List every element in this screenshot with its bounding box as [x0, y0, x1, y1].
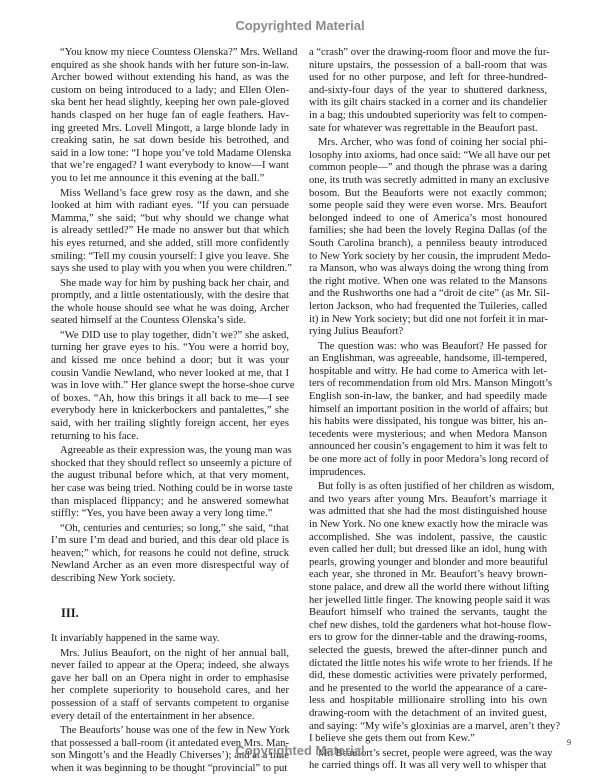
text-line: her case was being tried. Nothing could be in worse taste [51, 482, 293, 494]
paragraph [51, 187, 292, 276]
text-line: dictated the little notes his wife wrote to her friends. If he [309, 657, 553, 669]
text-line: Mamma,” she said; “but why should we change what [51, 212, 289, 224]
text-line: it) in New York society; but did one not forfeit it in mar- [309, 313, 548, 325]
text-line: imprudences. [309, 466, 366, 478]
text-line: sate for whatever was regrettable in the Beaufort past. [309, 122, 538, 134]
text-line: ska bent her head slightly, keeping her own pale-gloved [51, 97, 289, 109]
text-line: himself an important position in the world of affairs; but [309, 403, 549, 415]
text-line: even called her dull; but dressed like an idol, hung with [309, 544, 547, 556]
text-line: belonged indeed to one of America’s most honoured [309, 212, 547, 224]
text-line: when it was beginning to be thought “provincial” to put [51, 762, 288, 774]
text-line: selected the guests, brewed the after-dinner punch and [309, 645, 547, 657]
text-line: ers to grow for the dinner-table and the drawing-rooms, [309, 632, 547, 644]
text-line: one, its truth was secretly admitted in many an exclusive [309, 174, 550, 186]
text-line: Mrs. Archer, who was fond of coining her social phi- [318, 137, 547, 149]
paragraph [51, 648, 289, 724]
text-line: cousin Vandie Newland, who never looked at me, that I [51, 367, 289, 379]
text-line: said in a low tone: “I hope you’ve told Madame Olenska [51, 147, 292, 159]
text-line: is already settled?” He made no answer but that which [51, 225, 289, 237]
paragraph [51, 523, 289, 586]
text-line: never failed to appear at the Opera; indeed, she always [51, 660, 289, 672]
text-line: hospitable and witty. He had come to America with let- [309, 365, 547, 377]
text-line: with its gilt chairs stacked in a corner and its chandelier [309, 97, 547, 109]
text-line: I’m sure I’m dead and buried, and this dear old place is [51, 535, 289, 547]
text-line: and the Rushworths one had a “droit de cite” (as Mr. Sil- [309, 288, 550, 300]
paragraph [51, 47, 298, 186]
text-line: stiffly: “Yes, you have been away a very long time.” [51, 508, 273, 520]
text-line: Agreeable as their expression was, the young man was [60, 445, 292, 457]
text-line: be one more act of folly in poor Medora’s long record of [309, 454, 549, 466]
chapter-heading: III. [61, 605, 79, 620]
text-line: and kissed me once behind a door; but it was your [51, 355, 289, 367]
text-line: and saying: “My wife’s gloxinias are a marvel, aren’t they? [309, 720, 561, 732]
text-line: families; she had been the lovely Regina Dallas (of the [309, 225, 547, 237]
text-line: Mr. Beaufort’s secret, people were agreed, was the way [318, 747, 553, 759]
text-line: less and hospitable millionaire strolling into his own [309, 695, 547, 707]
text-line: The Beauforts’ house was one of the few in New York [60, 725, 290, 737]
text-line: you to let me announce it this evening at the ball.” [51, 173, 265, 185]
text-line: that possessed a ball-room (it antedated even Mrs. Man- [51, 737, 289, 749]
text-line: It invariably happened in the same way. [51, 633, 220, 645]
text-line: heaven;” which, for reasons he could not define, struck [51, 547, 289, 559]
text-line: son Mingott’s and the Headly Chiverses’); and at a time [51, 750, 289, 762]
text-line: that we’re engaged? I want everybody to know—I want [51, 160, 289, 172]
text-line: lerton Jackson, who had frequented the Tuileries, called [309, 300, 547, 312]
text-line: I believe she gets them out from Kew.” [309, 733, 475, 745]
text-line: “Oh, centuries and centuries; so long,” she said, “that [60, 522, 289, 534]
text-line: to New York society by her cousin, the imprudent Medo- [309, 250, 551, 262]
text-line: “You know my niece Countess Olenska?” Mrs. Welland [60, 47, 298, 58]
text-line: bosom. But the Beauforts were not exactly common; [309, 187, 547, 199]
text-line: says she used to play with you when you were children.” [51, 263, 292, 275]
text-line: drawing-room with the detachment of an invited guest, [309, 708, 547, 720]
paragraph [51, 633, 289, 646]
text-line: “We DID use to play together, didn’t we?” she asked, [60, 329, 289, 341]
text-line: every detail of the entertainment in her absence. [51, 710, 255, 722]
text-line: niture upstairs, the possession of a ball-room that was [309, 59, 547, 71]
text-line: he carried things off. It was all very well to whisper that [309, 760, 547, 772]
text-line: stone palace, and drew all the world there without lifting [309, 581, 550, 593]
text-line: announced her cousin’s engagement to him it was felt to [309, 441, 548, 453]
text-line: losophy into axioms, had once said: “We all have our pet [309, 149, 551, 161]
text-line: a “crash” over the drawing-room floor and move the fur- [309, 47, 550, 58]
text-line: returning to his face. [51, 430, 139, 442]
text-line: describing New York society. [51, 572, 176, 584]
text-line: and-sixty-four days of the year to shuttered darkness, [309, 84, 547, 96]
text-line: and he presented to the world the appearance of a care- [309, 682, 547, 694]
text-line: South Carolina branch), a penniless beauty introduced [309, 237, 547, 249]
text-line: ing greeted Mrs. Lovell Mingott, a large blonde lady in [51, 122, 289, 134]
text-line: chef new dishes, told the gardeners what hot-house flow- [309, 619, 552, 631]
paragraph [51, 278, 289, 328]
text-line: Miss Welland’s face grew rosy as the dawn, and she [60, 187, 289, 199]
text-line: rying Julius Beaufort? [309, 326, 404, 338]
text-line: said, with her trailing slightly foreign accent, her eyes [51, 418, 289, 430]
text-line: English son-in-law, the banker, and had speedily made [309, 391, 547, 403]
text-line: in a bag; this undoubted superiority was felt to compen- [309, 110, 547, 122]
text-line: than misplaced flippancy; and he answered somewhat [51, 495, 289, 507]
text-line: The question was: who was Beaufort? He passed for [318, 340, 547, 352]
text-line: Archer bowed without extending his hand, as was the [51, 72, 289, 84]
text-line: the right motive. When one was related to the Mansons [309, 275, 547, 287]
text-line: custom on being introduced to a lady; and Ellen Olen- [51, 84, 289, 96]
text-line: Beaufort himself who trained the servants, taught the [309, 607, 547, 619]
text-line: her complete superiority to household cares, and her [51, 685, 289, 697]
text-line: ra Manson, who was always doing the wrong thing from [309, 263, 549, 275]
text-line: creaking satin, he sat down beside his betrothed, and [51, 135, 289, 147]
text-line: Mrs. Julius Beaufort, on the night of her annual ball, [60, 647, 289, 659]
paragraph [309, 340, 553, 480]
copyright-watermark-bottom: Copyrighted Material [235, 743, 365, 758]
text-line: ters of recommendation from old Mrs. Manson Mingott’s [309, 378, 553, 390]
paragraph [309, 481, 561, 746]
text-line: the whole house should see what he was doing, Archer [51, 302, 289, 314]
text-line: promptly, and a little ostentatiously, with the desire that [51, 290, 289, 302]
text-line: smiling: “Tell my cousin yourself: I give you leave. She [51, 250, 289, 262]
text-line: his habits were dissipated, his tongue was bitter, his an- [309, 416, 547, 428]
paragraph [51, 329, 295, 443]
text-line: hands clasped on her huge fan of eagle feathers. Hav- [51, 110, 289, 122]
text-line: did, these domestic activities were privately performed, [309, 670, 547, 682]
text-line: an Englishman, was agreeable, handsome, ill-tempered, [309, 353, 547, 365]
text-line: But folly is as often justified of her children as wisdom, [318, 481, 555, 493]
text-line: She made way for him by pushing back her chair, and [60, 277, 289, 289]
text-line: and two years after young Mrs. Beaufort’s marriage it [309, 493, 547, 505]
text-line: shocked that they should reflect so unseemly a picture of [51, 457, 292, 469]
text-line: in New York. No one knew exactly how the miracle was [309, 518, 548, 530]
text-line: her jewelled little finger. The knowing people said it was [309, 594, 551, 606]
text-line: the august tribunal before which, at that very moment, [51, 470, 289, 482]
paragraph [51, 445, 293, 521]
text-line: was in love with.” Her glance swept the horse-shoe curve [51, 380, 295, 392]
text-line: turning her grave eyes to his. “You were a horrid boy, [51, 342, 289, 354]
text-line: some people said they were even worse. Mrs. Beaufort [309, 200, 547, 212]
left-column [51, 47, 298, 777]
text-line: of boxes. “Ah, how this brings it all back to me—I see [51, 392, 289, 404]
text-line: possession of a staff of servants competent to organise [51, 698, 289, 710]
page-number: 9 [567, 738, 571, 747]
text-line: Newland Archer as an even more disrespectful way of [51, 560, 289, 572]
text-line: was admitted that she had the most distinguished house [309, 506, 547, 518]
text-line: pearls, growing younger and blonder and more beautiful [309, 556, 548, 568]
text-line: used for no other purpose, and left for three-hundred- [309, 72, 547, 84]
text-line: seated himself at the Countess Olenska’s side. [51, 315, 247, 327]
right-column [309, 47, 561, 775]
left-paragraphs-before-heading [51, 47, 298, 586]
text-line: his eyes returned, and she added, still more confidently [51, 237, 289, 249]
text-line: tecedents were mysterious; and when Medora Manson [309, 428, 547, 440]
paragraph [309, 47, 550, 135]
text-line: everybody here in knickerbockers and pantalettes,” she [51, 405, 289, 417]
text-line: looked at him with radiant eyes. “If you can persuade [51, 200, 289, 212]
text-line: gave her ball on an Opera night in order to emphasise [51, 672, 289, 684]
text-line: each year, she throned in Mr. Beaufort’s heavy brown- [309, 569, 547, 581]
paragraph [309, 137, 551, 339]
text-line: common people—” and though the phrase was a daring [309, 162, 547, 174]
text-line: enquired as she shook hands with her future son-in-law. [51, 59, 289, 71]
copyright-watermark-top: Copyrighted Material [235, 18, 365, 33]
text-line: accomplished. She was indolent, passive, the caustic [309, 531, 547, 543]
